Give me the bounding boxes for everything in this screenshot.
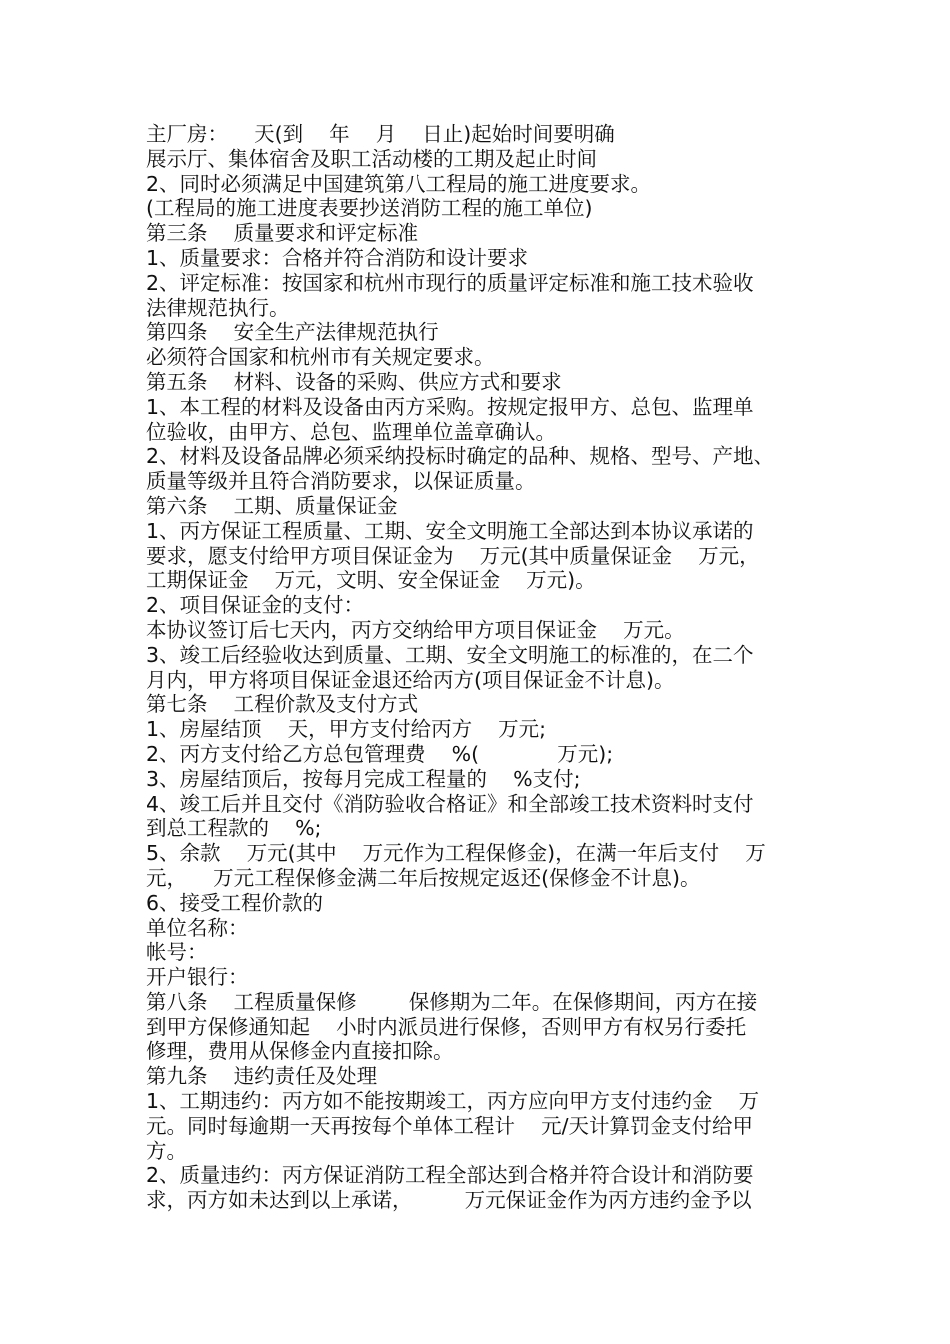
text-line: 2、同时必须满足中国建筑第八工程局的施工进度要求。 — [146, 171, 652, 196]
text-line: 2、评定标准：按国家和杭州市现行的质量评定标准和施工技术验收 — [146, 270, 754, 295]
section-heading: 第九条 违约责任及处理 — [146, 1064, 378, 1089]
text-line: 5、余款 万元(其中 万元作为工程保修金)，在满一年后支付 万 — [146, 841, 766, 866]
text-line: 到甲方保修通知起 小时内派员进行保修，否则甲方有权另行委托 — [146, 1014, 747, 1039]
text-line: 单位名称： — [146, 915, 249, 940]
text-line: 工期保证金 万元，文明、安全保证金 万元)。 — [146, 568, 596, 593]
text-line: 3、房屋结顶后，按每月完成工程量的 %支付; — [146, 766, 581, 791]
text-line: 帐号： — [146, 940, 208, 965]
text-line: 月内，甲方将项目保证金退还给丙方(项目保证金不计息)。 — [146, 667, 675, 692]
text-line: 主厂房： 天(到 年 月 日止)起始时间要明确 — [146, 122, 615, 146]
text-line: 2、项目保证金的支付： — [146, 593, 365, 618]
text-line: 2、材料及设备品牌必须采纳投标时确定的品种、规格、型号、产地、 — [146, 444, 775, 469]
section-heading: 第七条 工程价款及支付方式 — [146, 692, 419, 717]
text-line: 元。同时每逾期一天再按每个单体工程计 元/天计算罚金支付给甲 — [146, 1113, 753, 1138]
text-line: 方。 — [146, 1138, 187, 1163]
text-line: 1、工期违约：丙方如不能按期竣工，丙方应向甲方支付违约金 万 — [146, 1089, 760, 1114]
text-line: 元， 万元工程保修金满二年后按规定返还(保修金不计息)。 — [146, 865, 701, 890]
text-line: 4、竣工后并且交付《消防验收合格证》和全部竣工技术资料时支付 — [146, 791, 754, 816]
text-line: 质量等级并且符合消防要求，以保证质量。 — [146, 469, 536, 494]
text-line: 2、质量违约：丙方保证消防工程全部达到合格并符合设计和消防要 — [146, 1163, 754, 1188]
text-line: 1、房屋结顶 天，甲方支付给丙方 万元; — [146, 717, 547, 742]
text-line: 1、本工程的材料及设备由丙方采购。按规定报甲方、总包、监理单 — [146, 394, 754, 419]
section-heading: 第四条 安全生产法律规范执行 — [146, 320, 439, 345]
text-line: 2、丙方支付给乙方总包管理费 %( 万元); — [146, 741, 614, 766]
text-line: 法律规范执行。 — [146, 295, 290, 320]
text-line: 要求，愿支付给甲方项目保证金为 万元(其中质量保证金 万元， — [146, 543, 760, 568]
text-line: 修理，费用从保修金内直接扣除。 — [146, 1039, 454, 1064]
text-line: 本协议签订后七天内，丙方交纳给甲方项目保证金 万元。 — [146, 617, 685, 642]
section-heading: 第三条 质量要求和评定标准 — [146, 221, 419, 246]
text-line: 位验收，由甲方、总包、监理单位盖章确认。 — [146, 419, 556, 444]
section-heading: 第八条 工程质量保修 保修期为二年。在保修期间，丙方在接 — [146, 989, 758, 1014]
document-body — [146, 122, 836, 1213]
text-line: 1、丙方保证工程质量、工期、安全文明施工全部达到本协议承诺的 — [146, 518, 754, 543]
text-line: 必须符合国家和杭州市有关规定要求。 — [146, 345, 495, 370]
section-heading: 第五条 材料、设备的采购、供应方式和要求 — [146, 369, 562, 394]
text-line: 1、质量要求：合格并符合消防和设计要求 — [146, 245, 529, 270]
section-heading: 第六条 工期、质量保证金 — [146, 493, 398, 518]
text-line: 到总工程款的 %; — [146, 816, 322, 841]
text-line: 求，丙方如未达到以上承诺， 万元保证金作为丙方违约金予以 — [146, 1188, 752, 1213]
text-line: 6、接受工程价款的 — [146, 890, 324, 915]
text-line: 展示厅、集体宿舍及职工活动楼的工期及起止时间 — [146, 146, 597, 171]
text-line: 开户银行： — [146, 965, 249, 990]
text-line: 3、竣工后经验收达到质量、工期、安全文明施工的标准的，在二个 — [146, 642, 754, 667]
text-line: (工程局的施工进度表要抄送消防工程的施工单位) — [146, 196, 593, 221]
